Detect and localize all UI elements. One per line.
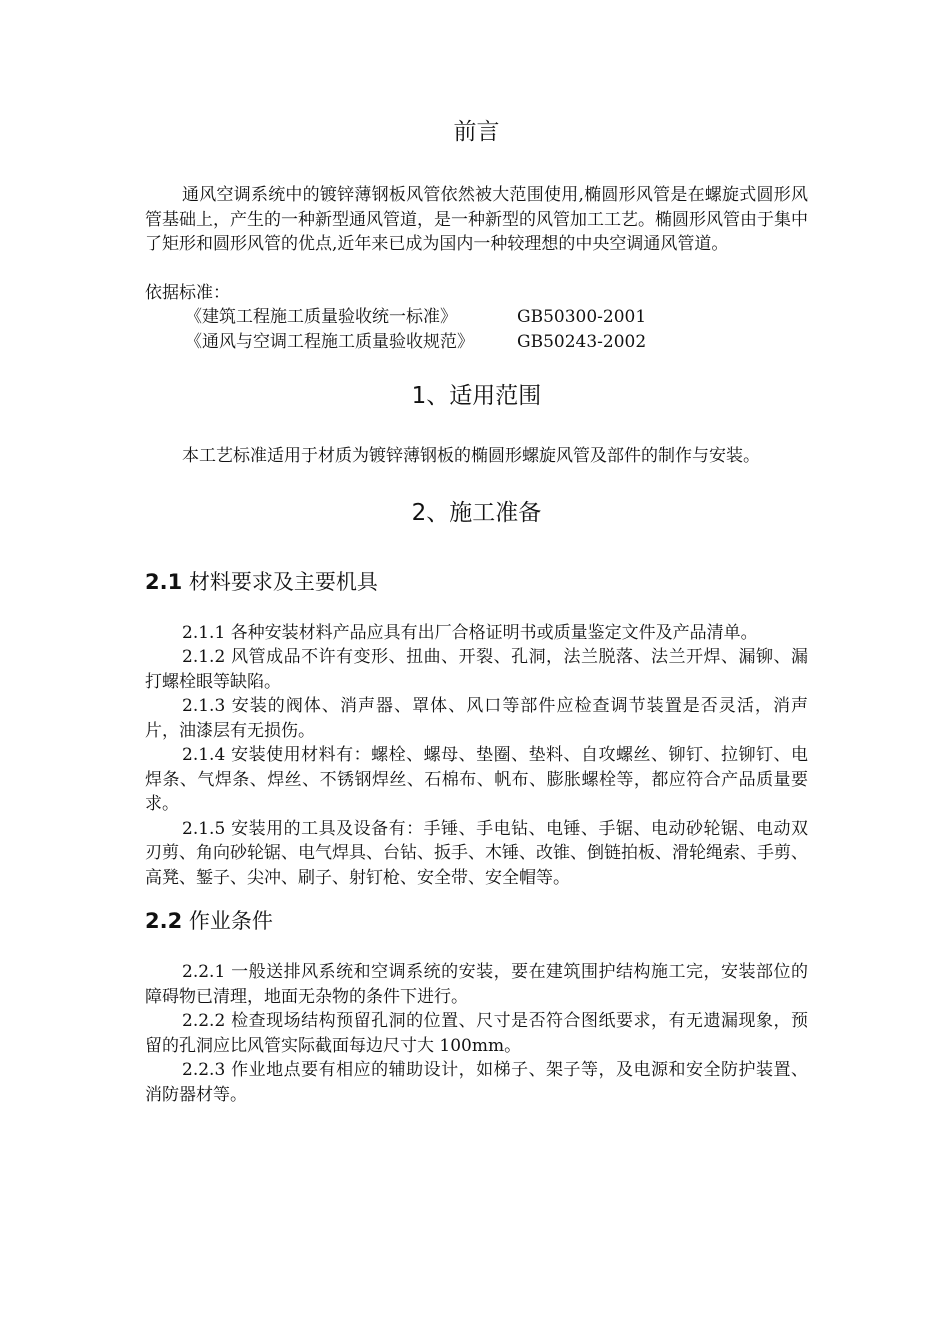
list-item: 2.2.3 作业地点要有相应的辅助设计，如梯子、架子等，及电源和安全防护装置、消防器材等。 xyxy=(145,1060,808,1105)
list-item: 2.1.2 风管成品不许有变形、扭曲、开裂、孔洞，法兰脱落、法兰开焊、漏铆、漏打螺栓眼等缺陷。 xyxy=(145,647,808,692)
section-2-title: 2、施工准备 xyxy=(411,499,542,526)
standard-name: 《建筑工程施工质量验收统一标准》 xyxy=(185,307,457,327)
subsection-title: 作业条件 xyxy=(188,909,273,933)
standard-name: 《通风与空调工程施工质量验收规范》 xyxy=(185,331,474,352)
section-1-paragraph: 本工艺标准适用于材质为镀锌薄钢板的椭圆形螺旋风管及部件的制作与安装。 xyxy=(182,446,760,466)
standard-code: GB50243-2002 xyxy=(517,331,647,352)
subsection-title: 材料要求及主要机具 xyxy=(188,569,378,594)
subsection-number: 2.1 xyxy=(145,569,183,594)
list-item: 2.2.1 一般送排风系统和空调系统的安装，要在建筑围护结构施工完，安装部位的障碍物已清理，地面无杂物的条件下进行。 xyxy=(145,962,808,1007)
list-item: 2.1.4 安装使用材料有：螺栓、螺母、垫圈、垫料、自攻螺丝、铆钉、拉铆钉、电焊条、气焊条、焊丝、不锈钢焊丝、石棉布、帆布、膨胀螺栓等，都应符合产品质量要求。 xyxy=(145,745,808,814)
list-item: 2.1.1 各种安装材料产品应具有出厂合格证明书或质量鉴定文件及产品清单。 xyxy=(182,622,758,643)
standard-row xyxy=(145,305,808,330)
preface-title: 前言 xyxy=(453,119,500,145)
subsection-number: 2.2 xyxy=(145,909,183,933)
section-1-title: 1、适用范围 xyxy=(411,383,542,409)
subsection-2-2-heading xyxy=(145,906,808,936)
list-item: 2.2.2 检查现场结构预留孔洞的位置、尺寸是否符合图纸要求，有无遗漏现象，预留的孔洞应比风管实际截面每边尺寸大 100mm。 xyxy=(145,1011,808,1056)
list-item: 2.1.3 安装的阀体、消声器、罩体、风口等部件应检查调节装置是否灵活，消声片，油漆层有无损伤。 xyxy=(145,696,808,741)
standard-code: GB50300-2001 xyxy=(517,307,647,327)
preface-paragraph: 通风空调系统中的镀锌薄钢板风管依然被大范围使用,椭圆形风管是在螺旋式圆形风管基础上，产生的一种新型通风管道，是一种新型的风管加工工艺。椭圆形风管由于集中了矩形和圆形风管的优点,近年来已成为国内一种较理想的中央空调通风管道。 xyxy=(145,185,808,254)
list-item: 2.1.5 安装用的工具及设备有：手锤、手电钻、电锤、手锯、电动砂轮锯、电动双刃剪、角向砂轮锯、电气焊具、台钻、扳手、木锤、改锥、倒链拍板、滑轮绳索、手剪、高凳、錾子、尖冲、刷子、射钉枪、安全带、安全帽等。 xyxy=(145,818,808,888)
document-body xyxy=(145,112,808,1107)
standards-label: 依据标准： xyxy=(145,282,230,303)
standard-row xyxy=(145,330,808,355)
subsection-2-1-heading xyxy=(145,567,808,597)
